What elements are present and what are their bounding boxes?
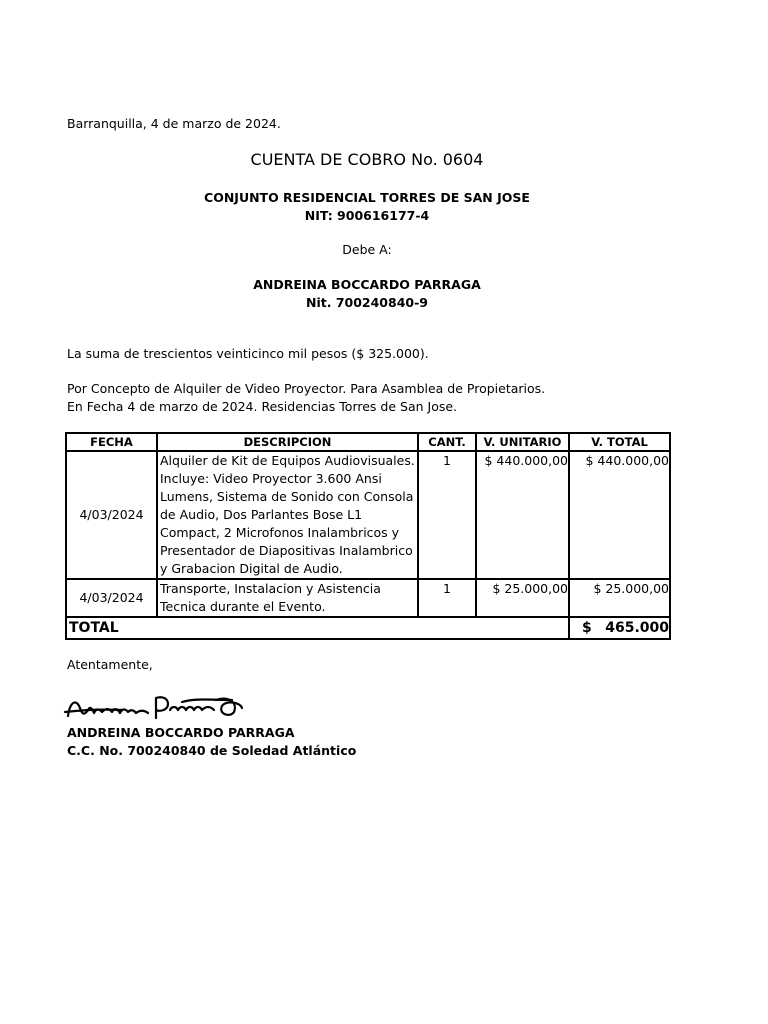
items-table (65, 432, 671, 640)
city-date: Barranquilla, 4 de marzo de 2024. (67, 116, 281, 131)
column-header-qty: CANT. (418, 433, 476, 451)
total-amount-cell (569, 617, 670, 639)
creditor-block (0, 276, 734, 312)
document-title: CUENTA DE COBRO No. 0604 (250, 150, 484, 169)
column-header-date: FECHA (66, 433, 157, 451)
row-date: 4/03/2024 (66, 451, 157, 579)
concept-line: Por Concepto de Alquiler de Video Proyector. Para Asamblea de Propietarios. (67, 381, 546, 396)
column-header-description: DESCRIPCION (157, 433, 418, 451)
concept-line: En Fecha 4 de marzo de 2024. Residencias Torres de San Jose. (67, 399, 458, 414)
signer-name: ANDREINA BOCCARDO PARRAGA (67, 725, 295, 740)
signer-id: C.C. No. 700240840 de Soledad Atlántico (67, 743, 357, 758)
row-unit-value: $ 25.000,00 (476, 579, 569, 617)
client-block (0, 189, 734, 225)
concept-text (67, 380, 545, 416)
total-amount: 465.000 (605, 620, 669, 636)
column-header-total-value: V. TOTAL (569, 433, 670, 451)
row-total-value: $ 440.000,00 (569, 451, 670, 579)
client-nit: NIT: 900616177-4 (304, 208, 430, 223)
total-currency-symbol: $ (582, 620, 592, 636)
client-name: CONJUNTO RESIDENCIAL TORRES DE SAN JOSE (204, 190, 530, 205)
signer-block (67, 724, 356, 760)
owed-label: Debe A: (342, 242, 392, 257)
table-row (66, 579, 670, 617)
column-header-unit-value: V. UNITARIO (476, 433, 569, 451)
creditor-nit: Nit. 700240840-9 (306, 295, 428, 310)
row-date: 4/03/2024 (66, 579, 157, 617)
signature-icon (62, 688, 252, 724)
row-total-value: $ 25.000,00 (569, 579, 670, 617)
table-header-row (66, 433, 670, 451)
row-qty: 1 (418, 579, 476, 617)
sum-text: La suma de trescientos veinticinco mil pesos ($ 325.000). (67, 346, 429, 361)
row-qty: 1 (418, 451, 476, 579)
row-description: Transporte, Instalacion y Asistencia Tecnica durante el Evento. (157, 579, 418, 617)
table-row (66, 451, 670, 579)
row-unit-value: $ 440.000,00 (476, 451, 569, 579)
total-row (66, 617, 670, 639)
closing-text: Atentamente, (67, 657, 153, 672)
total-label: TOTAL (66, 617, 569, 639)
row-description: Alquiler de Kit de Equipos Audiovisuales. Incluye: Video Proyector 3.600 Ansi Lumens, Sistema de Sonido con Consola de Audio, Dos Parlantes Bose L1 Compact, 2 Microfonos Inalambricos y Presentador de Diapositivas Inalambrico y Grabacion Digital de Audio. (157, 451, 418, 579)
creditor-name: ANDREINA BOCCARDO PARRAGA (253, 277, 481, 292)
